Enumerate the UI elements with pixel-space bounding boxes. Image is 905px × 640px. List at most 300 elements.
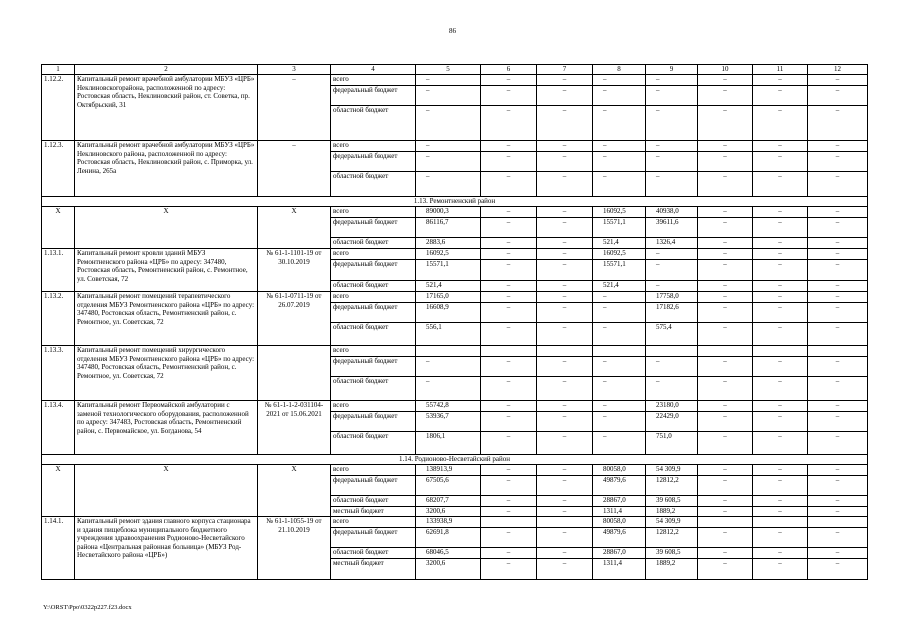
value-cell: – [753, 548, 808, 559]
item-description: Капитальный ремонт здания главного корпуса стационара и здания пищеблока муниципального бюджетного учреждения здравоохранения Родионово-Несветайского района «Центральная районная больница» (МБУЗ Род-Несветайского района «ЦРБ») [75, 517, 258, 580]
value-cell: – [416, 86, 481, 106]
value-cell: – [808, 528, 868, 548]
value-cell: – [698, 377, 753, 401]
value-cell: – [808, 507, 868, 517]
value-cell: – [481, 281, 537, 292]
value-cell: – [808, 323, 868, 346]
value-cell [537, 346, 593, 357]
item-number: 1.13.2. [42, 292, 75, 346]
value-cell: – [753, 401, 808, 412]
value-cell: – [537, 75, 593, 86]
value-cell: – [481, 377, 537, 401]
value-cell: – [646, 141, 698, 152]
funding-source: областной бюджет [331, 432, 416, 455]
funding-source: федеральный бюджет [331, 152, 416, 172]
value-cell: 53936,7 [416, 412, 481, 432]
value-cell: – [537, 238, 593, 249]
value-cell: – [808, 238, 868, 249]
value-cell: – [481, 528, 537, 548]
table-row [42, 207, 868, 218]
item-description: Капитальный ремонт кровли зданий МБУЗ Ремонтненского района «ЦРБ» по адресу: 347480, Ростовская область, Ремонтненский район, с. Ремонтное, ул. Советская, 72 [75, 249, 258, 292]
value-cell: – [698, 249, 753, 260]
value-cell: – [808, 218, 868, 238]
value-cell: 12812,2 [646, 476, 698, 496]
value-cell: – [537, 207, 593, 218]
value-cell: – [753, 432, 808, 455]
value-cell: – [698, 152, 753, 172]
value-cell: – [593, 86, 646, 106]
item-number: 1.12.2. [42, 75, 75, 141]
value-cell: – [593, 141, 646, 152]
header-cell: 5 [416, 65, 481, 75]
value-cell: – [753, 218, 808, 238]
value-cell: – [698, 465, 753, 476]
value-cell: – [808, 412, 868, 432]
funding-source: всего [331, 141, 416, 152]
value-cell: 40938,0 [646, 207, 698, 218]
value-cell: 49879,6 [593, 476, 646, 496]
value-cell: – [537, 496, 593, 507]
value-cell: 80058,0 [593, 517, 646, 528]
value-cell: – [808, 465, 868, 476]
value-cell [481, 346, 537, 357]
value-cell: 80058,0 [593, 465, 646, 476]
item-number: 1.12.3. [42, 141, 75, 197]
funding-source: местный бюджет [331, 559, 416, 580]
value-cell: – [808, 172, 868, 197]
value-cell: – [808, 260, 868, 281]
value-cell: – [481, 412, 537, 432]
value-cell: – [416, 377, 481, 401]
funding-source: федеральный бюджет [331, 528, 416, 548]
value-cell: – [646, 172, 698, 197]
value-cell: 54 309,9 [646, 465, 698, 476]
funding-source: областной бюджет [331, 238, 416, 249]
value-cell: 49879,6 [593, 528, 646, 548]
value-cell: – [593, 432, 646, 455]
item-description: Капитальный ремонт врачебной амбулатории МБУЗ «ЦРБ» Неклиновского района, расположенной по адресу: Ростовская область, Неклиновский район, с. Приморка, ул. Ленина, 265а [75, 141, 258, 197]
funding-source: областной бюджет [331, 106, 416, 141]
item-document: – [258, 75, 331, 141]
section-title: 1.14. Родионово-Несветайский район [42, 455, 868, 465]
value-cell: 39611,6 [646, 218, 698, 238]
funding-source: всего [331, 465, 416, 476]
funding-source: всего [331, 401, 416, 412]
value-cell: – [753, 75, 808, 86]
value-cell: – [646, 357, 698, 377]
funding-source: федеральный бюджет [331, 303, 416, 323]
file-path-footer: Y:\ORST\Ppo\0322p227.f23.docx [43, 604, 132, 611]
value-cell: – [481, 401, 537, 412]
table-row [42, 517, 868, 528]
value-cell: 16092,5 [416, 249, 481, 260]
value-cell: – [481, 249, 537, 260]
item-document: № 61-1-1055-19 от 21.10.2019 [258, 517, 331, 580]
funding-source: областной бюджет [331, 281, 416, 292]
section-row [42, 455, 868, 465]
value-cell: – [481, 75, 537, 86]
value-cell: – [646, 75, 698, 86]
value-cell: – [698, 432, 753, 455]
value-cell: – [481, 238, 537, 249]
value-cell: – [593, 172, 646, 197]
item-document: – [258, 141, 331, 197]
value-cell: – [537, 412, 593, 432]
value-cell: – [698, 303, 753, 323]
value-cell: – [593, 75, 646, 86]
value-cell: 17182,6 [646, 303, 698, 323]
table-row [42, 465, 868, 476]
value-cell: 17165,0 [416, 292, 481, 303]
value-cell: 68207,7 [416, 496, 481, 507]
value-cell: – [753, 106, 808, 141]
value-cell: – [808, 292, 868, 303]
header-cell: 1 [42, 65, 75, 75]
value-cell: – [537, 141, 593, 152]
value-cell [808, 346, 868, 357]
value-cell: – [416, 152, 481, 172]
value-cell: – [481, 172, 537, 197]
value-cell: 89000,3 [416, 207, 481, 218]
header-cell: 4 [331, 65, 416, 75]
value-cell: 22429,0 [646, 412, 698, 432]
item-document: № 61-1-1101-19 от 30.10.2019 [258, 249, 331, 292]
value-cell [698, 346, 753, 357]
value-cell: – [593, 323, 646, 346]
value-cell: – [646, 152, 698, 172]
value-cell: – [753, 238, 808, 249]
item-description: Капитальный ремонт помещений терапевтического отделения МБУЗ Ремонтненского района «ЦРБ» по адресу: 347480, Ростовская область, Ремонтненский район, с. Ремонтное, ул. Советская, 72 [75, 292, 258, 346]
item-document [258, 346, 331, 401]
value-cell: – [698, 218, 753, 238]
item-description: Х [75, 207, 258, 249]
value-cell: – [698, 207, 753, 218]
value-cell: – [698, 172, 753, 197]
value-cell: – [537, 401, 593, 412]
value-cell: – [808, 476, 868, 496]
value-cell: – [753, 377, 808, 401]
value-cell: – [481, 496, 537, 507]
value-cell: – [481, 559, 537, 580]
value-cell: 55742,8 [416, 401, 481, 412]
value-cell: – [481, 432, 537, 455]
value-cell [537, 517, 593, 528]
value-cell: – [808, 303, 868, 323]
table-row [42, 141, 868, 152]
value-cell: – [646, 377, 698, 401]
value-cell [481, 517, 537, 528]
value-cell: – [416, 106, 481, 141]
value-cell: – [753, 528, 808, 548]
value-cell: – [808, 559, 868, 580]
value-cell: – [537, 292, 593, 303]
value-cell [416, 346, 481, 357]
value-cell: – [698, 357, 753, 377]
funding-source: всего [331, 75, 416, 86]
value-cell [753, 346, 808, 357]
value-cell: – [808, 249, 868, 260]
value-cell: – [753, 292, 808, 303]
value-cell: – [593, 152, 646, 172]
value-cell: – [646, 86, 698, 106]
value-cell: – [537, 465, 593, 476]
value-cell: – [753, 465, 808, 476]
value-cell: – [593, 412, 646, 432]
value-cell: 16092,5 [593, 249, 646, 260]
item-document: № 61-1-1-2-031104-2021 от 15.06.2021 [258, 401, 331, 455]
item-document: Х [258, 207, 331, 249]
value-cell: 1311,4 [593, 507, 646, 517]
value-cell: – [753, 496, 808, 507]
value-cell: – [808, 281, 868, 292]
value-cell: – [481, 357, 537, 377]
value-cell: – [753, 141, 808, 152]
value-cell: – [753, 86, 808, 106]
value-cell: – [646, 281, 698, 292]
value-cell: 133938,9 [416, 517, 481, 528]
item-description: Х [75, 465, 258, 517]
item-description: Капитальный ремонт помещений хирургического отделения МБУЗ Ремонтненского района «ЦРБ» по адресу: 347480, Ростовская область, Ремонтненский район, с. Ремонтное, ул. Советская, 72 [75, 346, 258, 401]
funding-source: федеральный бюджет [331, 412, 416, 432]
value-cell: 3200,6 [416, 507, 481, 517]
header-cell: 6 [481, 65, 537, 75]
item-number: Х [42, 207, 75, 249]
value-cell: – [416, 172, 481, 197]
value-cell: 39 608,5 [646, 548, 698, 559]
value-cell: – [537, 249, 593, 260]
value-cell: – [808, 106, 868, 141]
page-number: 86 [449, 27, 456, 35]
funding-source: всего [331, 249, 416, 260]
section-row [42, 197, 868, 207]
value-cell [753, 517, 808, 528]
item-number: 1.13.3. [42, 346, 75, 401]
value-cell: 17758,0 [646, 292, 698, 303]
value-cell: 16092,5 [593, 207, 646, 218]
value-cell: – [753, 172, 808, 197]
value-cell: 1889,2 [646, 559, 698, 580]
value-cell: – [753, 412, 808, 432]
value-cell: – [753, 357, 808, 377]
value-cell: – [537, 432, 593, 455]
value-cell: – [481, 323, 537, 346]
value-cell: – [593, 377, 646, 401]
value-cell: – [537, 559, 593, 580]
value-cell: – [753, 323, 808, 346]
value-cell: – [593, 401, 646, 412]
value-cell: – [698, 507, 753, 517]
value-cell: – [698, 548, 753, 559]
value-cell: – [416, 141, 481, 152]
value-cell: 575,4 [646, 323, 698, 346]
value-cell: 12812,2 [646, 528, 698, 548]
value-cell: – [808, 207, 868, 218]
value-cell: – [753, 559, 808, 580]
value-cell: – [481, 303, 537, 323]
value-cell: – [537, 357, 593, 377]
value-cell: – [646, 106, 698, 141]
value-cell: – [808, 86, 868, 106]
value-cell: – [646, 249, 698, 260]
value-cell: 556,1 [416, 323, 481, 346]
item-number: 1.13.1. [42, 249, 75, 292]
funding-source: федеральный бюджет [331, 218, 416, 238]
value-cell: 15571,1 [416, 260, 481, 281]
value-cell: – [698, 141, 753, 152]
value-cell: – [808, 548, 868, 559]
value-cell: – [646, 260, 698, 281]
value-cell: 28867,0 [593, 496, 646, 507]
value-cell: – [537, 377, 593, 401]
item-number: 1.14.1. [42, 517, 75, 580]
value-cell: 1806,1 [416, 432, 481, 455]
value-cell: 68046,5 [416, 548, 481, 559]
value-cell: – [537, 172, 593, 197]
value-cell [593, 346, 646, 357]
value-cell: – [481, 106, 537, 141]
table-row [42, 401, 868, 412]
value-cell: 521,4 [593, 281, 646, 292]
value-cell: – [481, 141, 537, 152]
header-cell: 9 [646, 65, 698, 75]
value-cell: – [416, 357, 481, 377]
header-cell: 11 [753, 65, 808, 75]
value-cell: – [698, 281, 753, 292]
value-cell: 751,0 [646, 432, 698, 455]
value-cell: – [698, 496, 753, 507]
value-cell: – [481, 260, 537, 281]
value-cell: 15571,1 [593, 218, 646, 238]
header-cell: 12 [808, 65, 868, 75]
value-cell: – [537, 303, 593, 323]
value-cell: – [537, 106, 593, 141]
value-cell: 54 309,9 [646, 517, 698, 528]
funding-source: областной бюджет [331, 548, 416, 559]
table-body [42, 65, 868, 580]
header-cell: 8 [593, 65, 646, 75]
value-cell: – [808, 75, 868, 86]
section-title: 1.13. Ремонтненский район [42, 197, 868, 207]
header-cell: 2 [75, 65, 258, 75]
value-cell: – [698, 86, 753, 106]
value-cell: – [481, 465, 537, 476]
value-cell: – [808, 152, 868, 172]
funding-source: всего [331, 292, 416, 303]
value-cell: 16608,9 [416, 303, 481, 323]
value-cell: 28867,0 [593, 548, 646, 559]
value-cell: – [481, 86, 537, 106]
value-cell: – [753, 260, 808, 281]
item-description: Капитальный ремонт Первомайской амбулатории с заменой технологического оборудования, расположенной по адресу: 347483, Ростовская область, Ремонтненский район, с. Первомайское, ул. Богданова, 54 [75, 401, 258, 455]
value-cell: 521,4 [416, 281, 481, 292]
funding-source: всего [331, 207, 416, 218]
value-cell: – [593, 292, 646, 303]
value-cell: – [753, 152, 808, 172]
funding-source: всего [331, 346, 416, 357]
value-cell: 3200,6 [416, 559, 481, 580]
value-cell: – [753, 281, 808, 292]
item-document: № 61-1-0711-19 от 26.07.2019 [258, 292, 331, 346]
program-table [41, 64, 868, 580]
value-cell: – [698, 260, 753, 281]
value-cell: – [808, 432, 868, 455]
value-cell: – [593, 357, 646, 377]
value-cell: – [537, 218, 593, 238]
value-cell: – [808, 377, 868, 401]
funding-source: всего [331, 517, 416, 528]
value-cell: – [416, 75, 481, 86]
funding-source: областной бюджет [331, 377, 416, 401]
value-cell [698, 517, 753, 528]
header-row [42, 65, 868, 75]
item-number: Х [42, 465, 75, 517]
funding-source: областной бюджет [331, 496, 416, 507]
value-cell: – [753, 303, 808, 323]
item-number: 1.13.4. [42, 401, 75, 455]
value-cell: – [808, 357, 868, 377]
value-cell: 521,4 [593, 238, 646, 249]
table-row [42, 292, 868, 303]
item-document: Х [258, 465, 331, 517]
value-cell: – [808, 141, 868, 152]
item-description: Капитальный ремонт врачебной амбулатории МБУЗ «ЦРБ» Неклиновскогорайона, расположенной по адресу: Ростовская область, Неклиновский район, ст. Советка, пр. Октябрьский, 31 [75, 75, 258, 141]
value-cell: – [593, 303, 646, 323]
value-cell: – [593, 106, 646, 141]
value-cell: – [698, 106, 753, 141]
value-cell [646, 346, 698, 357]
value-cell: – [537, 528, 593, 548]
table-row [42, 346, 868, 357]
value-cell: – [481, 476, 537, 496]
value-cell: 15571,1 [593, 260, 646, 281]
funding-source: федеральный бюджет [331, 476, 416, 496]
value-cell: – [698, 238, 753, 249]
funding-source: федеральный бюджет [331, 86, 416, 106]
value-cell: – [537, 260, 593, 281]
value-cell: – [698, 476, 753, 496]
value-cell: – [537, 152, 593, 172]
value-cell: – [698, 528, 753, 548]
value-cell: 2883,6 [416, 238, 481, 249]
value-cell [808, 517, 868, 528]
value-cell: – [537, 323, 593, 346]
value-cell: – [753, 207, 808, 218]
value-cell: – [808, 496, 868, 507]
funding-source: областной бюджет [331, 172, 416, 197]
value-cell: 39 608,5 [646, 496, 698, 507]
funding-source: федеральный бюджет [331, 357, 416, 377]
funding-source: областной бюджет [331, 323, 416, 346]
value-cell: – [537, 548, 593, 559]
value-cell: – [698, 412, 753, 432]
value-cell: – [753, 507, 808, 517]
value-cell: – [808, 401, 868, 412]
value-cell: – [481, 207, 537, 218]
value-cell: 23180,0 [646, 401, 698, 412]
value-cell: – [698, 401, 753, 412]
value-cell: 67505,6 [416, 476, 481, 496]
value-cell: – [481, 292, 537, 303]
value-cell: – [698, 75, 753, 86]
header-cell: 3 [258, 65, 331, 75]
table-row [42, 249, 868, 260]
header-cell: 7 [537, 65, 593, 75]
value-cell: 86116,7 [416, 218, 481, 238]
value-cell: – [537, 86, 593, 106]
value-cell: – [698, 323, 753, 346]
value-cell: – [698, 559, 753, 580]
value-cell: – [481, 152, 537, 172]
